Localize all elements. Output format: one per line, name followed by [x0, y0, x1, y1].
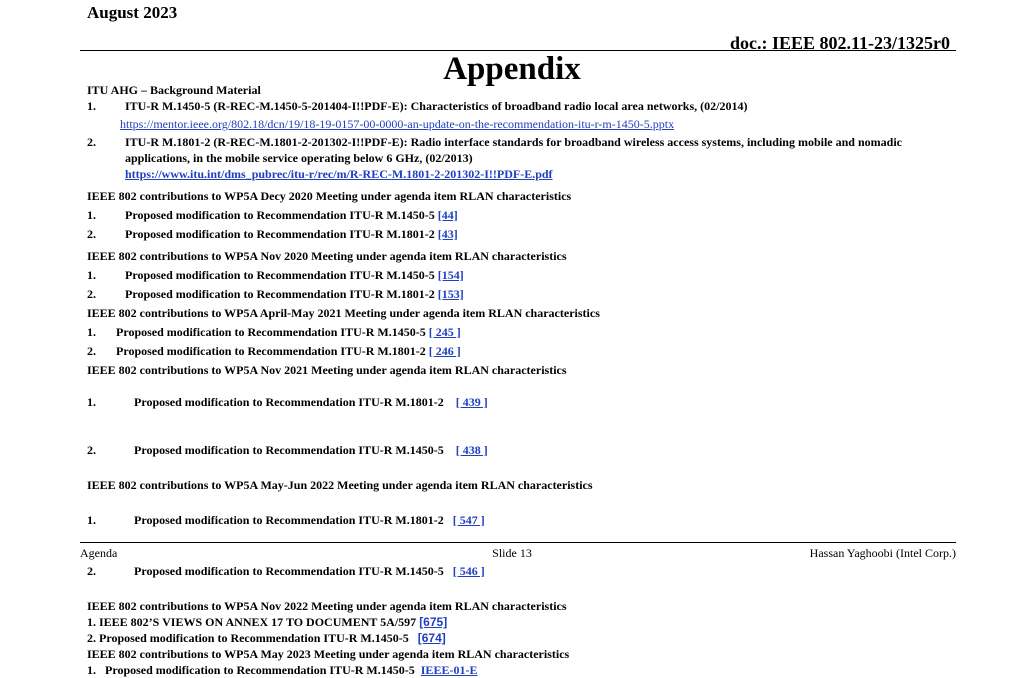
item-number: 1.: [87, 395, 96, 409]
item-number: 1.: [87, 513, 96, 527]
ref-link[interactable]: [ 547 ]: [452, 513, 485, 527]
item-number: 1.: [87, 99, 96, 113]
item-number: 2.: [87, 564, 96, 578]
background-heading: ITU AHG – Background Material: [87, 83, 261, 97]
ref-link[interactable]: [675]: [419, 615, 448, 629]
list-item: [87, 226, 947, 242]
item-text: Proposed modification to Recommendation ITU-R M.1450-5: [125, 268, 438, 282]
page-title: Appendix: [443, 51, 581, 87]
list-item: [87, 343, 947, 359]
list-item: [87, 378, 947, 426]
item-number: 2.: [87, 287, 96, 301]
section-heading: IEEE 802 contributions to WP5A April-May 2021 Meeting under agenda item RLAN characteristics: [87, 306, 600, 320]
list-item: [87, 426, 947, 474]
list-item: [87, 614, 947, 630]
item-text: Proposed modification to Recommendation ITU-R M.1450-5: [134, 564, 453, 578]
item-number: 2.: [87, 135, 96, 149]
item-text: Proposed modification to Recommendation ITU-R M.1450-5: [125, 208, 438, 222]
item-text: Proposed modification to Recommendation ITU-R M.1801-2: [134, 395, 456, 409]
ref-link[interactable]: [154]: [437, 268, 464, 282]
item-text: ITU-R M.1450-5 (R-REC-M.1450-5-201404-I!!PDF-E): Characteristics of broadband radio local area networks, (02/2014): [125, 99, 748, 113]
ref-link[interactable]: [ 546 ]: [452, 564, 485, 578]
background-link[interactable]: https://www.itu.int/dms_pubrec/itu-r/rec/m/R-REC-M.1801-2-201302-I!!PDF-E.pdf: [125, 167, 553, 181]
list-item: [87, 267, 947, 283]
slide-number: Slide 13: [492, 546, 532, 560]
ref-link[interactable]: [ 439 ]: [455, 395, 488, 409]
background-item: [87, 98, 947, 114]
item-text: 1. Proposed modification to Recommendation ITU-R M.1450-5: [87, 663, 421, 677]
item-text: Proposed modification to Recommendation ITU-R M.1801-2: [134, 513, 453, 527]
item-number: 2.: [87, 227, 96, 241]
ref-link[interactable]: [44]: [437, 208, 458, 222]
item-text: 1. IEEE 802’S VIEWS ON ANNEX 17 TO DOCUMENT 5A/597: [87, 615, 420, 629]
item-text: Proposed modification to Recommendation ITU-R M.1450-5: [134, 443, 456, 457]
footer-left: Agenda: [80, 546, 118, 560]
item-text: ITU-R M.1801-2 (R-REC-M.1801-2-201302-I!!PDF-E): Radio interface standards for broadband wireless access systems, including mobile and nomadic applications, in the mobile service operating below 6 GHz, (02/2013): [125, 135, 902, 165]
header-date: August 2023: [87, 3, 178, 22]
ref-link[interactable]: [ 438 ]: [455, 443, 488, 457]
list-item: [87, 496, 947, 544]
item-number: 2.: [87, 344, 96, 358]
section-heading: IEEE 802 contributions to WP5A Nov 2021 Meeting under agenda item RLAN characteristics: [87, 363, 567, 377]
item-text: Proposed modification to Recommendation ITU-R M.1450-5: [116, 325, 429, 339]
section-heading: IEEE 802 contributions to WP5A Decy 2020 Meeting under agenda item RLAN characteristics: [87, 189, 572, 203]
section-heading: IEEE 802 contributions to WP5A May-Jun 2022 Meeting under agenda item RLAN characteristics: [87, 478, 593, 492]
item-number: 1.: [87, 325, 96, 339]
list-item: [87, 324, 947, 340]
ref-link[interactable]: IEEE-01-E: [420, 663, 478, 677]
item-text: 2. Proposed modification to Recommendation ITU-R M.1450-5: [87, 631, 418, 645]
item-text: Proposed modification to Recommendation ITU-R M.1801-2: [116, 344, 429, 358]
slide-body: [87, 82, 947, 678]
footer-author: Hassan Yaghoobi (Intel Corp.): [809, 546, 956, 560]
ref-link[interactable]: [ 246 ]: [428, 344, 461, 358]
item-number: 2.: [87, 443, 96, 457]
ref-link[interactable]: [153]: [437, 287, 464, 301]
background-item: [87, 134, 947, 166]
header-doc-id: doc.: IEEE 802.11-23/1325r0: [729, 33, 950, 53]
background-link[interactable]: https://mentor.ieee.org/802.18/dcn/19/18-19-0157-00-0000-an-update-on-the-recommendation-itu-r-m-1450-5.pptx: [120, 117, 675, 131]
section-heading: IEEE 802 contributions to WP5A Nov 2022 Meeting under agenda item RLAN characteristics: [87, 599, 567, 613]
ref-link[interactable]: [674]: [417, 631, 446, 645]
item-text: Proposed modification to Recommendation ITU-R M.1801-2: [125, 287, 438, 301]
ref-link[interactable]: [43]: [437, 227, 458, 241]
list-item: [87, 630, 947, 646]
item-number: 1.: [87, 268, 96, 282]
list-item: [87, 662, 947, 678]
item-number: 1.: [87, 208, 96, 222]
footer-divider: [80, 542, 956, 543]
list-item: [87, 207, 947, 223]
ref-link[interactable]: [ 245 ]: [428, 325, 461, 339]
section-heading: IEEE 802 contributions to WP5A Nov 2020 Meeting under agenda item RLAN characteristics: [87, 249, 567, 263]
section-heading: IEEE 802 contributions to WP5A May 2023 Meeting under agenda item RLAN characteristics: [87, 647, 570, 661]
item-text: Proposed modification to Recommendation ITU-R M.1801-2: [125, 227, 438, 241]
list-item: [87, 286, 947, 302]
